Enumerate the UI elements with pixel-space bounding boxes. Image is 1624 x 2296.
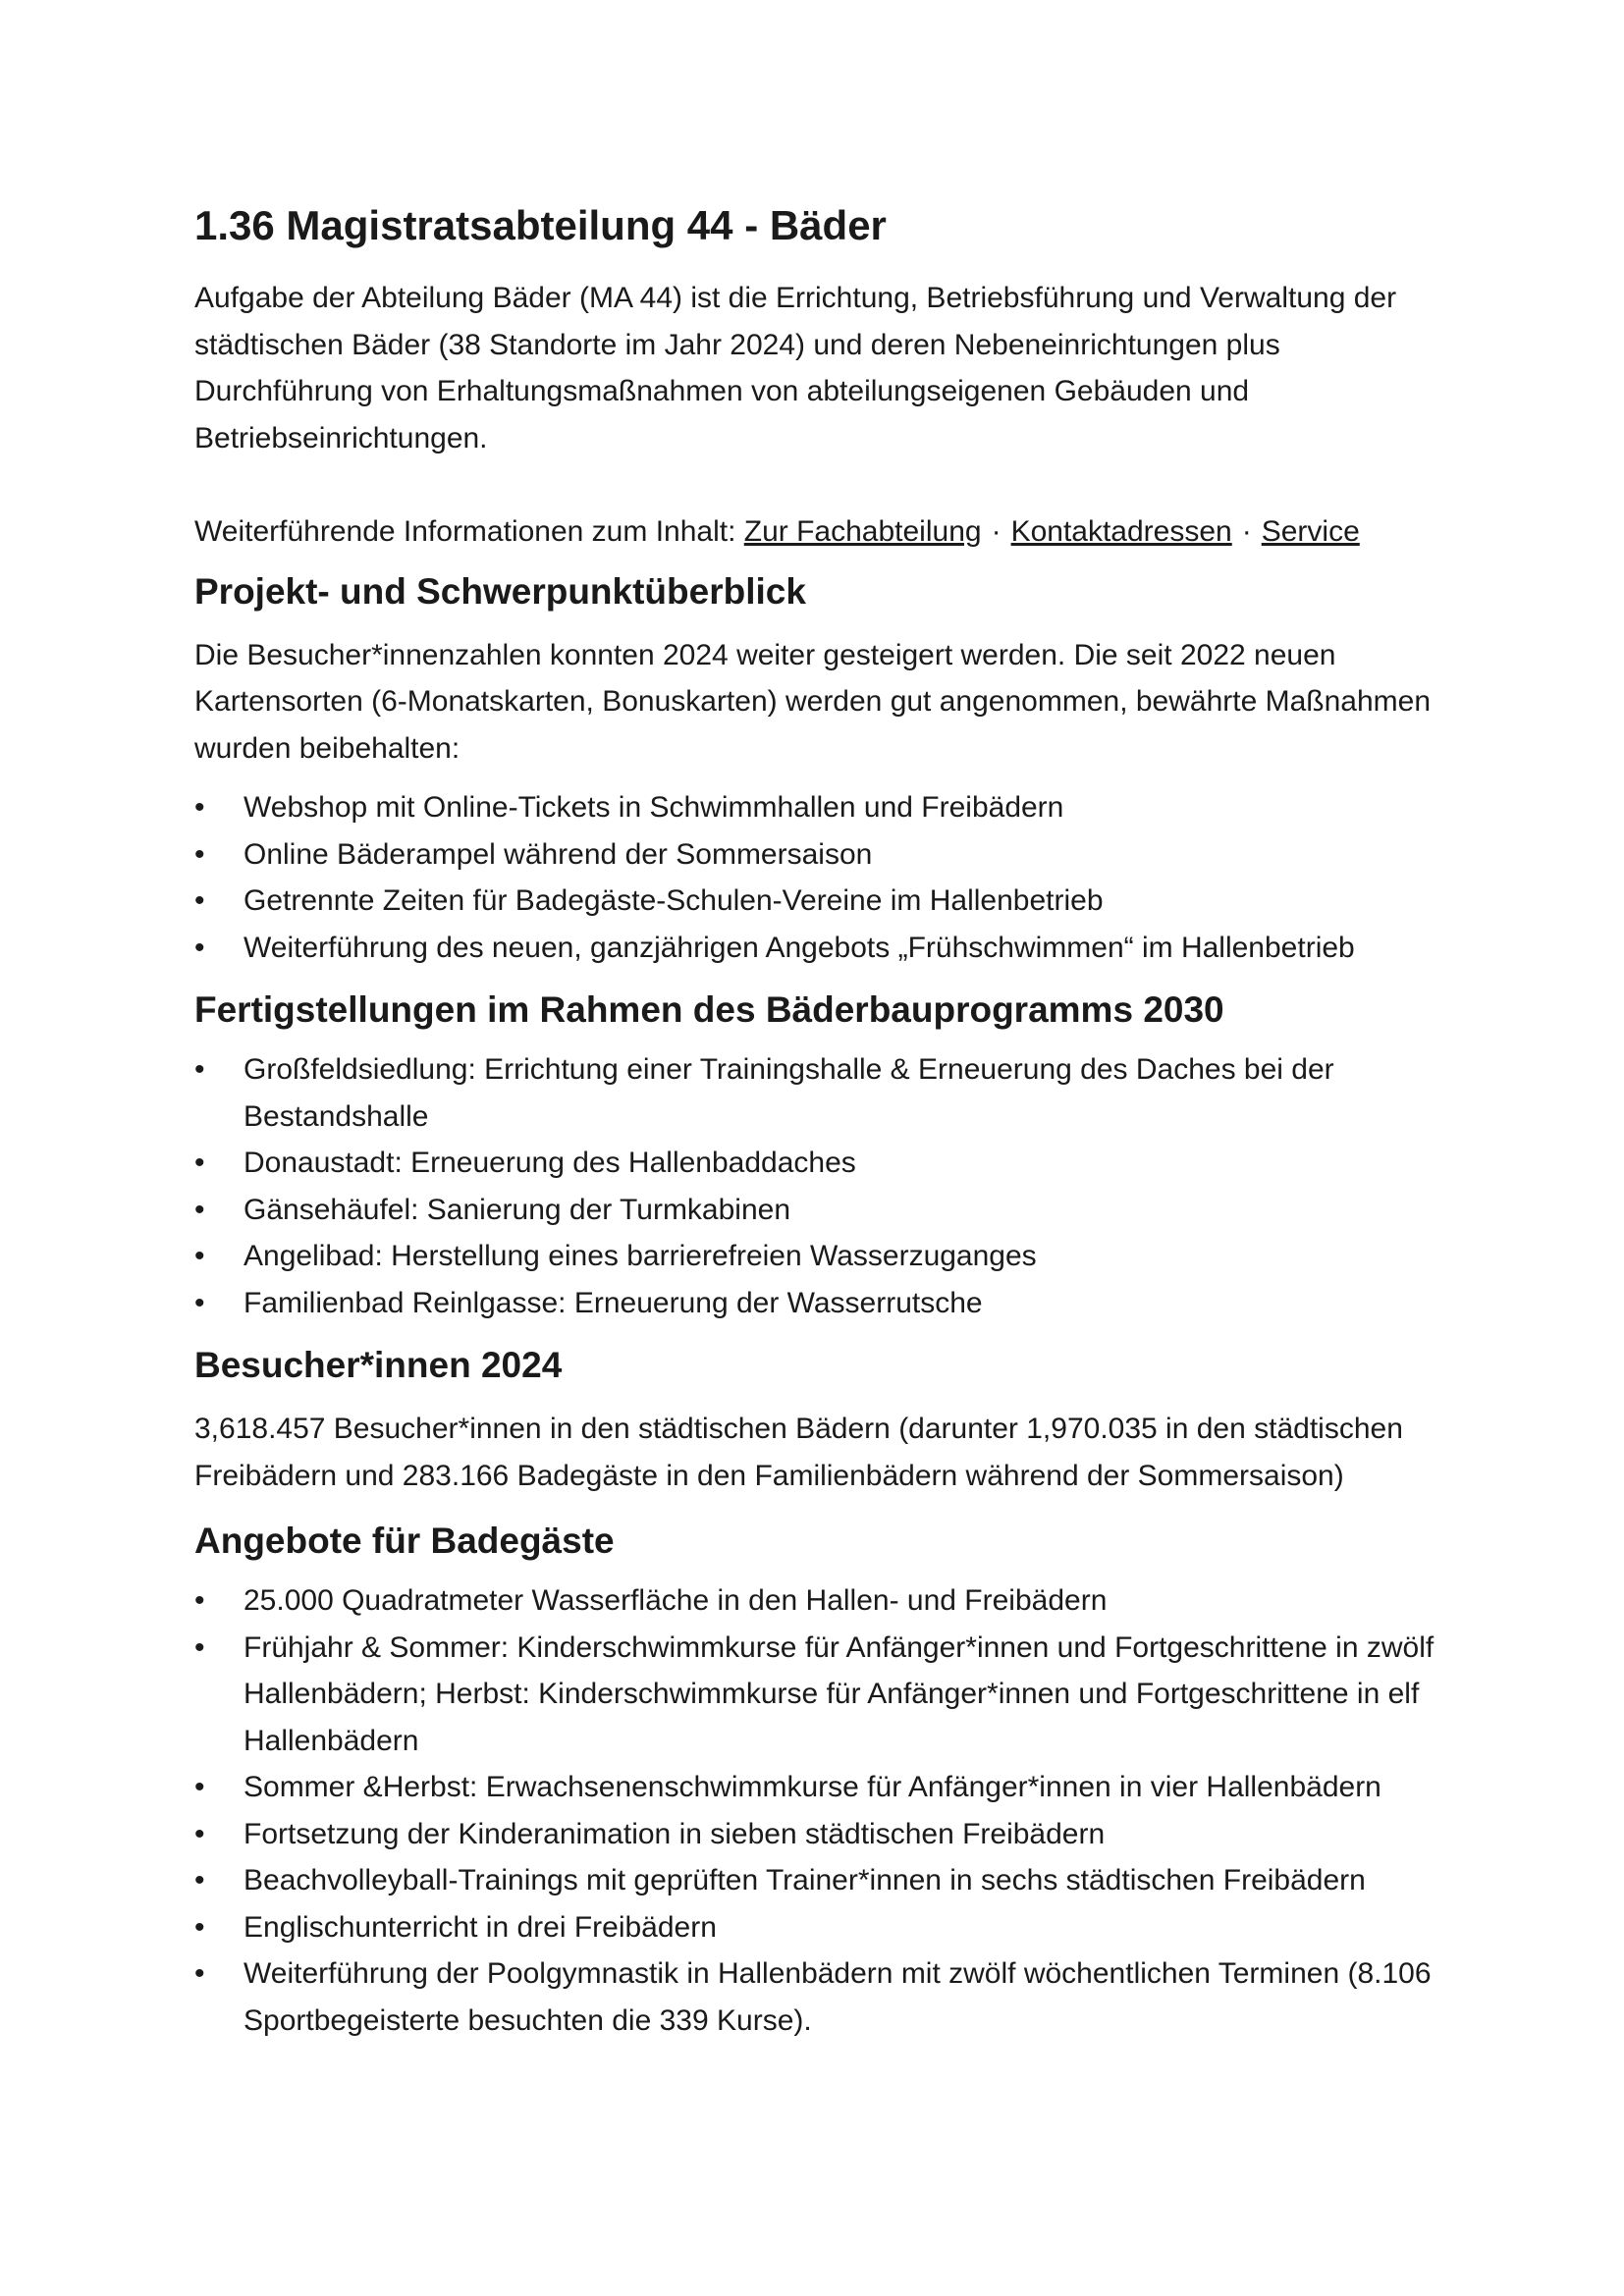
list-item: • Familienbad Reinlgasse: Erneuerung der Wasserrutsche — [194, 1280, 1461, 1327]
list-item: • Online Bäderampel während der Sommersaison — [194, 831, 1461, 879]
list-item: • Getrennte Zeiten für Badegäste-Schulen-Vereine im Hallenbetrieb — [194, 878, 1461, 925]
section-heading-overview: Projekt- und Schwerpunktüberblick — [194, 570, 806, 612]
list-item: • Webshop mit Online-Tickets in Schwimmhallen und Freibädern — [194, 784, 1461, 831]
info-label: Weiterführende Informationen zum Inhalt: — [194, 515, 736, 548]
separator-dot: · — [1241, 515, 1252, 548]
offers-list — [194, 1577, 1461, 2044]
visitors-paragraph: 3,618.457 Besucher*innen in den städtischen Bädern (darunter 1,970.035 in den städtischen Freibädern und 283.166 Badegäste in den Familienbädern während der Sommersaison) — [194, 1413, 1403, 1492]
list-item: • Frühjahr & Sommer: Kinderschwimmkurse für Anfänger*innen und Fortgeschrittene in zwölf Hallenbädern; Herbst: Kinderschwimmkurse für Anfänger*innen und Fortgeschrittene in elf Hallenbädern — [194, 1625, 1461, 1765]
list-item: • Weiterführung der Poolgymnastik in Hallenbädern mit zwölf wöchentlichen Terminen (8.106 Sportbegeisterte besuchten die 339 Kurse). — [194, 1950, 1461, 2044]
link-service[interactable]: Service — [1261, 515, 1360, 548]
list-item: • Beachvolleyball-Trainings mit geprüften Trainer*innen in sechs städtischen Freibädern — [194, 1857, 1461, 1904]
separator-dot: · — [991, 515, 1001, 548]
overview-list — [194, 784, 1461, 971]
section-heading-completions: Fertigstellungen im Rahmen des Bäderbauprogramms 2030 — [194, 989, 1224, 1030]
completions-list — [194, 1046, 1461, 1326]
list-item: • Gänsehäufel: Sanierung der Turmkabinen — [194, 1187, 1461, 1234]
list-item: • Donaustadt: Erneuerung des Hallenbaddaches — [194, 1140, 1461, 1187]
link-kontaktadressen[interactable]: Kontaktadressen — [1010, 515, 1232, 548]
section-heading-visitors: Besucher*innen 2024 — [194, 1345, 563, 1385]
list-item: • Großfeldsiedlung: Errichtung einer Trainingshalle & Erneuerung des Daches bei der Bestandshalle — [194, 1046, 1461, 1140]
info-line — [194, 508, 1461, 556]
section-heading-offers: Angebote für Badegäste — [194, 1521, 615, 1561]
intro-paragraph: Aufgabe der Abteilung Bäder (MA 44) ist die Errichtung, Betriebsführung und Verwaltung der städtischen Bäder (38 Standorte im Jahr 2024) und deren Nebeneinrichtungen plus Durchführung von Erhaltungsmaßnahmen von abteilungseigenen Gebäuden und Betriebseinrichtungen. — [194, 282, 1397, 454]
list-item: • Weiterführung des neuen, ganzjährigen Angebots „Frühschwimmen“ im Hallenbetrieb — [194, 925, 1461, 972]
list-item: • Sommer &Herbst: Erwachsenenschwimmkurse für Anfänger*innen in vier Hallenbädern — [194, 1764, 1461, 1811]
link-fachabteilung[interactable]: Zur Fachabteilung — [743, 515, 982, 548]
list-item: • 25.000 Quadratmeter Wasserfläche in den Hallen- und Freibädern — [194, 1577, 1461, 1625]
list-item: • Fortsetzung der Kinderanimation in sieben städtischen Freibädern — [194, 1811, 1461, 1858]
list-item: • Angelibad: Herstellung eines barrierefreien Wasserzuganges — [194, 1233, 1461, 1280]
page-title: 1.36 Magistratsabteilung 44 - Bäder — [194, 202, 887, 248]
overview-paragraph: Die Besucher*innenzahlen konnten 2024 weiter gesteigert werden. Die seit 2022 neuen Kartensorten (6-Monatskarten, Bonuskarten) werden gut angenommen, bewährte Maßnahmen wurden beibehalten: — [194, 638, 1432, 765]
document-content — [194, 196, 1461, 2044]
list-item: • Englischunterricht in drei Freibädern — [194, 1904, 1461, 1951]
